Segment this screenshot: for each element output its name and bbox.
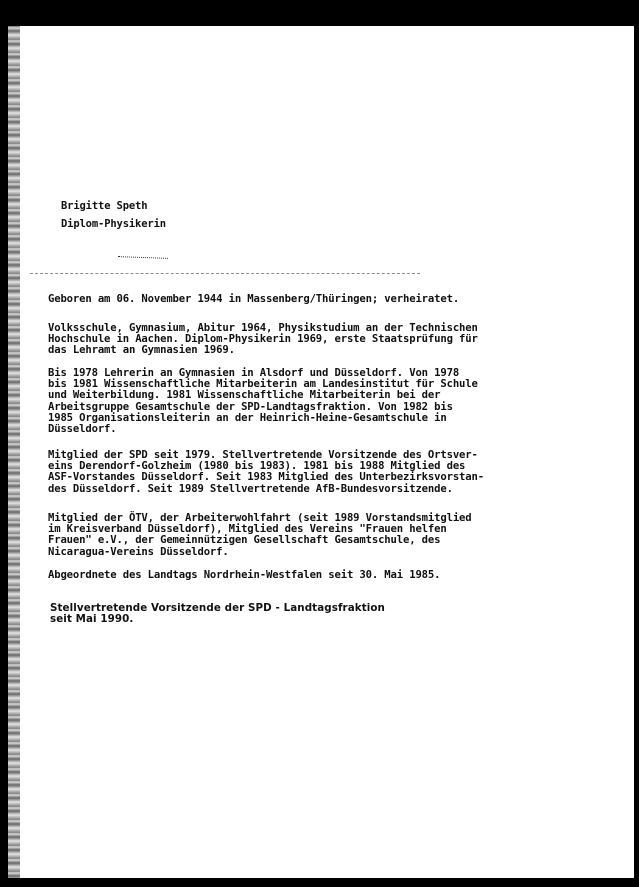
text-line: bis 1981 Wissenschaftliche Mitarbeiterin am Landesinstitut für Schule [48,378,478,391]
person-title: Diplom-Physikerin [61,218,166,230]
person-name: Brigitte Speth [61,200,148,212]
paragraph-deputy [50,603,385,626]
document-page [8,26,634,878]
text-line: im Kreisverband Düsseldorf), Mitglied des Vereins "Frauen helfen [48,523,447,536]
paragraph-landtag [48,570,440,581]
paragraph-spd [48,450,484,495]
text-line: und Weiterbildung. 1981 Wissenschaftliche Mitarbeiterin bei der [48,389,441,402]
text-line: Nicaragua-Vereins Düsseldorf. [48,545,229,558]
text-line: 1985 Organisationsleiterin an der Heinrich-Heine-Gesamtschule in [48,411,447,424]
text-line: Stellvertretende Vorsitzende der SPD - Landtagsfraktion [50,602,385,614]
text-line: Arbeitsgruppe Gesamtschule der SPD-Landtagsfraktion. Von 1982 bis [48,400,453,413]
text-line: Volksschule, Gymnasium, Abitur 1964, Physikstudium an der Technischen [48,322,478,334]
text-line: seit Mai 1990. [50,613,134,626]
text-line: Mitglied der SPD seit 1979. Stellvertretende Vorsitzende des Ortsver- [48,449,478,461]
text-line: Frauen" e.V., der Gemeinnützigen Gesellschaft Gesamtschule, des [48,534,441,547]
text-line: Geboren am 06. November 1944 in Massenberg/Thüringen; verheiratet. [48,293,460,305]
text-line: eins Derendorf-Golzheim (1980 bis 1983). 1981 bis 1988 Mitglied des [48,460,466,473]
text-line: Mitglied der ÖTV, der Arbeiterwohlfahrt (seit 1989 Vorstandsmitglied [48,512,472,524]
text-line: ASF-Vorstandes Düsseldorf. Seit 1983 Mitglied des Unterbezirksvorstan- [48,471,484,484]
paragraph-memberships [48,513,472,558]
text-line: Düsseldorf. [48,423,117,436]
paragraph-birth [48,294,459,305]
text-line: des Düsseldorf. Seit 1989 Stellvertretende AfB-Bundesvorsitzende. [48,482,453,495]
paragraph-education [48,323,478,357]
scan-artifact-line [30,273,420,275]
text-line: Bis 1978 Lehrerin an Gymnasien in Alsdorf und Düsseldorf. Von 1978 [48,367,460,379]
paragraph-career [48,368,478,435]
scan-artifact [118,250,168,259]
text-line: Abgeordnete des Landtags Nordrhein-Westfalen seit 30. Mai 1985. [48,569,441,581]
text-line: Hochschule in Aachen. Diplom-Physikerin 1969, erste Staatsprüfung für [48,333,478,346]
text-line: das Lehramt an Gymnasien 1969. [48,344,235,357]
scan-edge-noise [8,26,20,878]
